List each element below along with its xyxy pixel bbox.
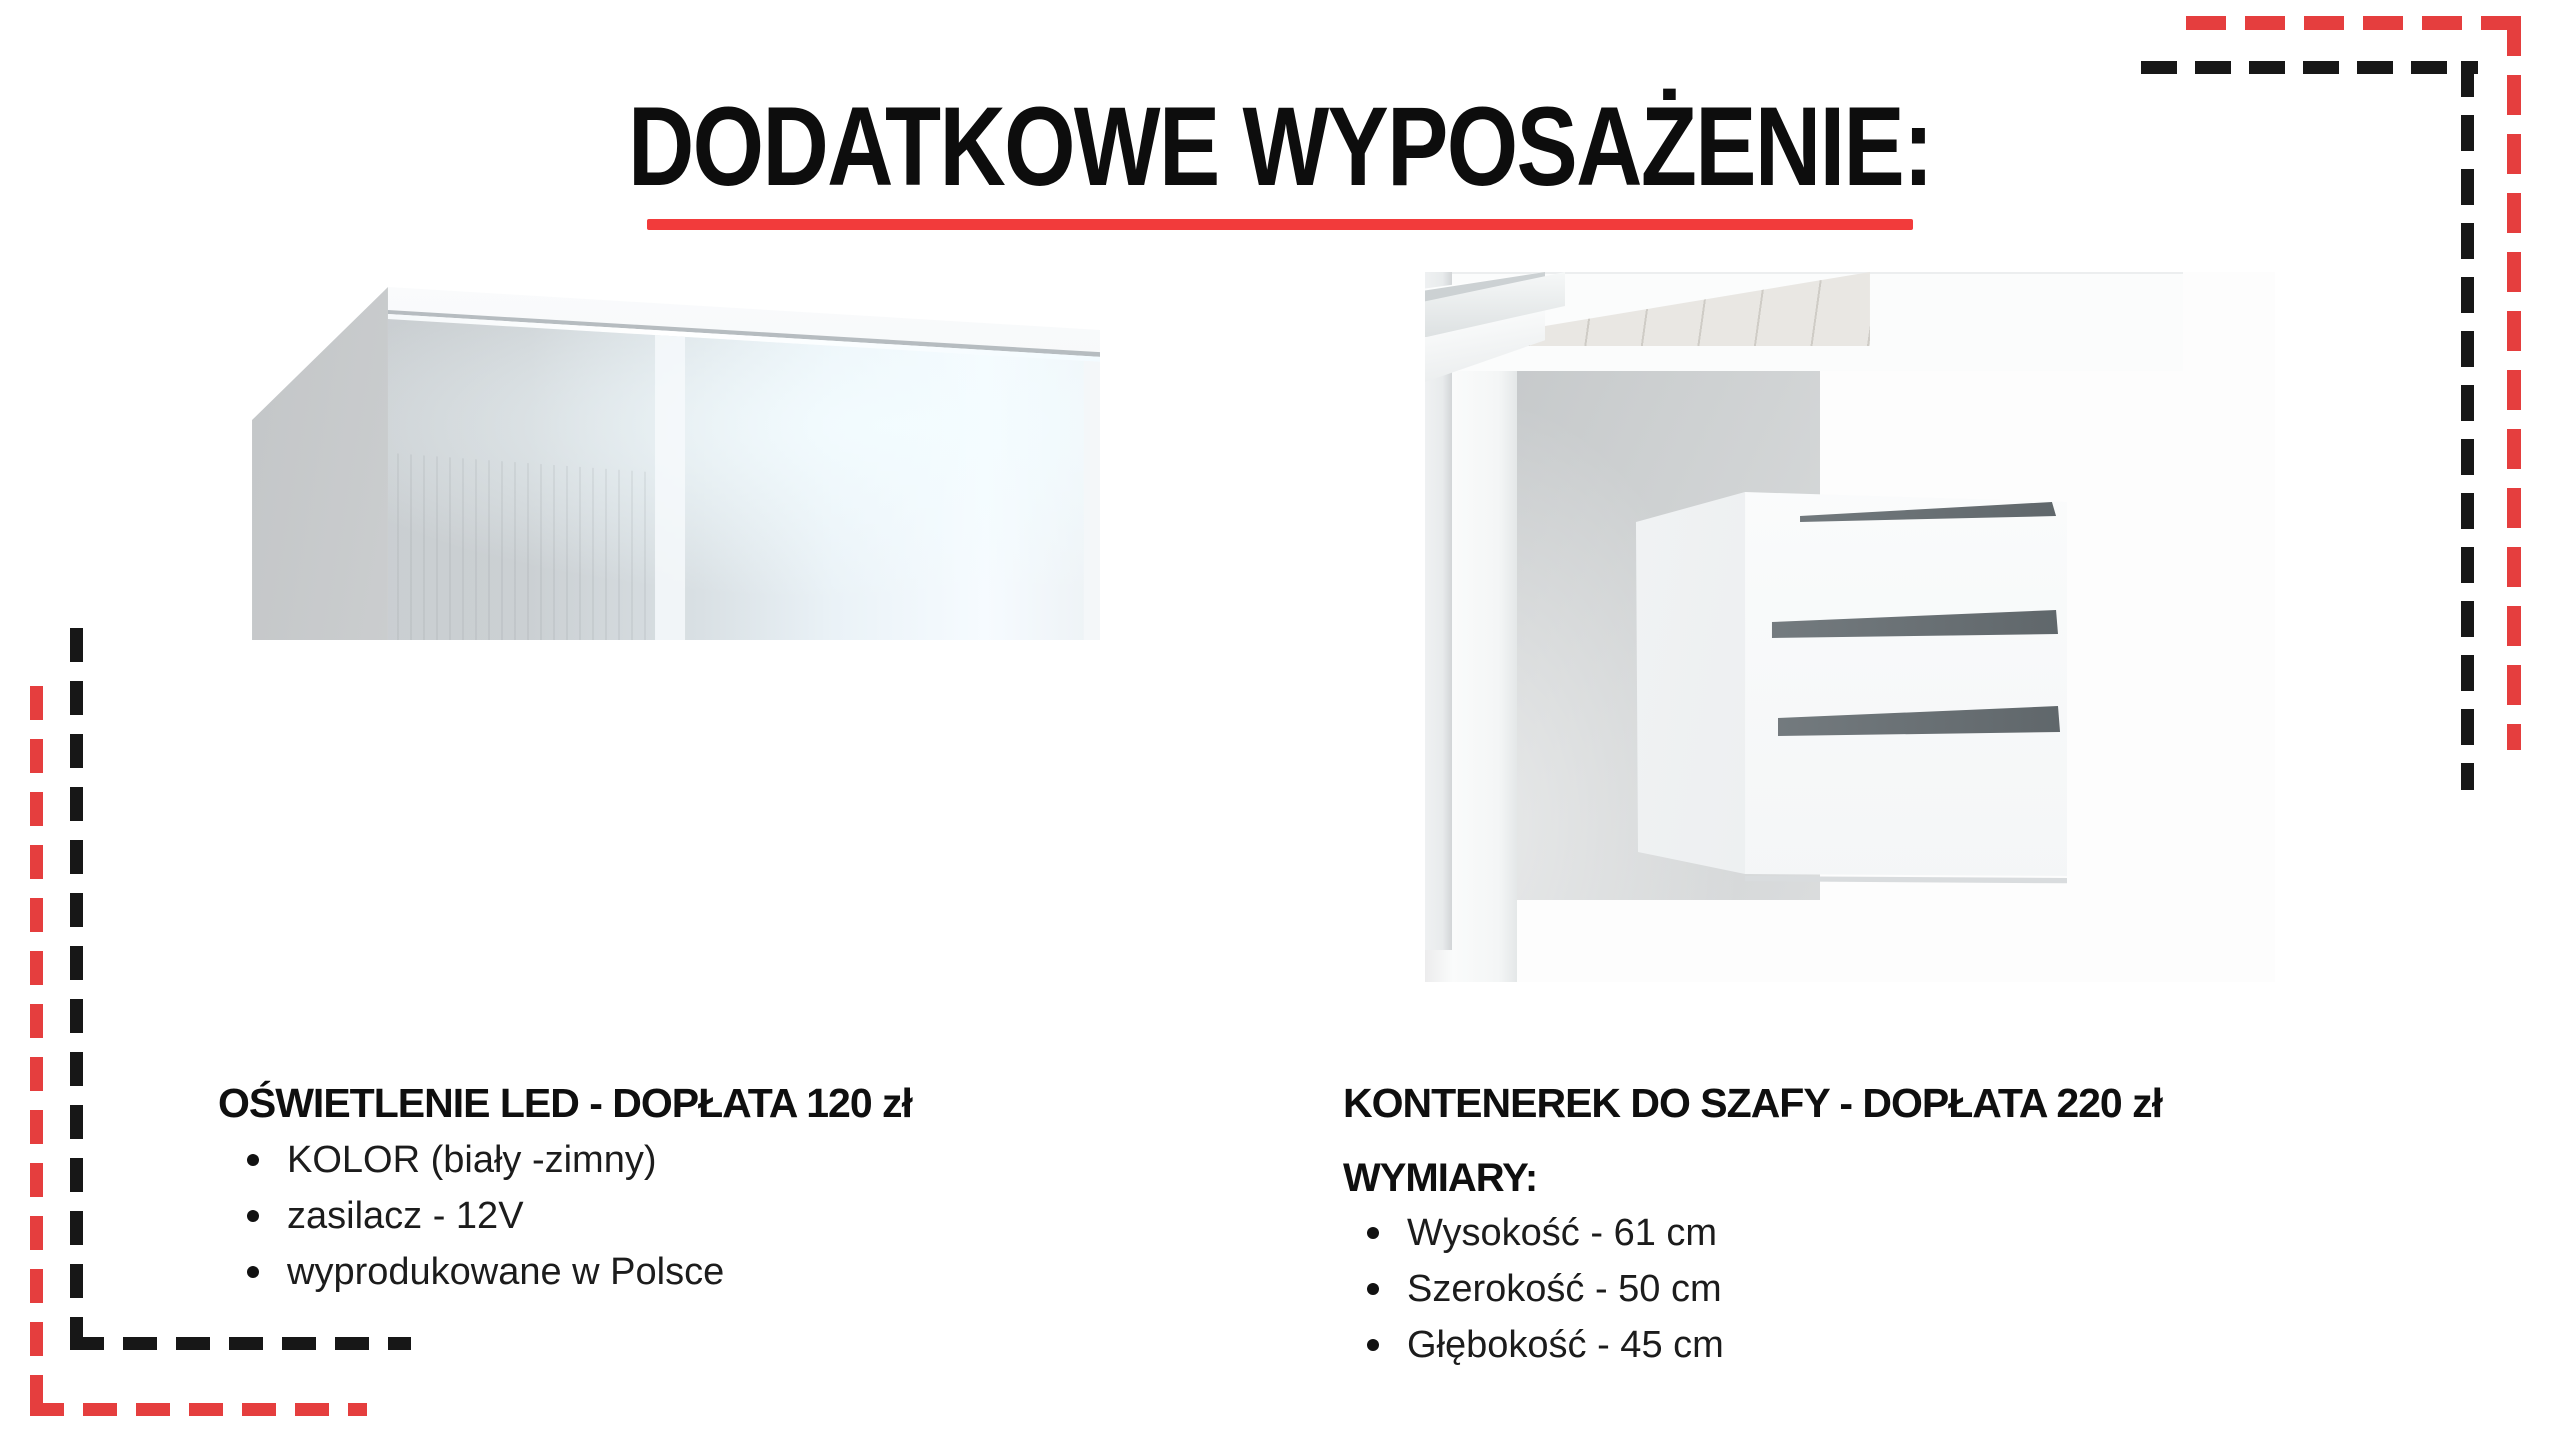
- decor-bottom-left-black-horizontal: [70, 1337, 411, 1350]
- dimensions-subheading: WYMIARY:: [1343, 1156, 1538, 1200]
- led-cabinet-photo: [150, 250, 1100, 640]
- bullet-dot: [1367, 1339, 1379, 1351]
- led-section-heading: OŚWIETLENIE LED - DOPŁATA 120 zł: [218, 1080, 912, 1126]
- decor-bottom-left-black-vertical: [70, 628, 83, 1340]
- bullet-dot: [247, 1154, 259, 1166]
- list-item: [247, 1188, 724, 1244]
- bullet-dot: [247, 1210, 259, 1222]
- page-title: DODATKOWE WYPOSAŻENIE:: [627, 84, 1933, 209]
- title-underline: [647, 219, 1913, 230]
- list-item: [1367, 1205, 1724, 1261]
- drawer-unit-photo: [1425, 272, 2275, 982]
- bullet-text: Wysokość - 61 cm: [1407, 1211, 1718, 1254]
- led-bullet-list: [247, 1132, 724, 1300]
- decor-top-right-red-vertical: [2507, 16, 2521, 750]
- bullet-dot: [1367, 1283, 1379, 1295]
- decor-top-right-black-horizontal: [2141, 61, 2478, 74]
- list-item: [247, 1244, 724, 1300]
- bullet-text: KOLOR (biały -zimny): [287, 1138, 657, 1181]
- decor-bottom-left-red-horizontal: [30, 1403, 367, 1416]
- bullet-text: Głębokość - 45 cm: [1407, 1323, 1724, 1366]
- decor-top-right-black-vertical: [2461, 61, 2474, 790]
- dimensions-bullet-list: [1367, 1205, 1724, 1373]
- list-item: [247, 1132, 724, 1188]
- bullet-text: wyprodukowane w Polsce: [287, 1250, 725, 1293]
- decor-bottom-left-red-vertical: [30, 686, 43, 1416]
- bullet-dot: [247, 1266, 259, 1278]
- bullet-text: zasilacz - 12V: [287, 1194, 524, 1237]
- bullet-text: Szerokość - 50 cm: [1407, 1267, 1722, 1310]
- bullet-dot: [1367, 1227, 1379, 1239]
- drawer-section-heading: KONTENEREK DO SZAFY - DOPŁATA 220 zł: [1343, 1080, 2163, 1126]
- list-item: [1367, 1261, 1724, 1317]
- decor-top-right-red-horizontal: [2186, 16, 2520, 30]
- list-item: [1367, 1317, 1724, 1373]
